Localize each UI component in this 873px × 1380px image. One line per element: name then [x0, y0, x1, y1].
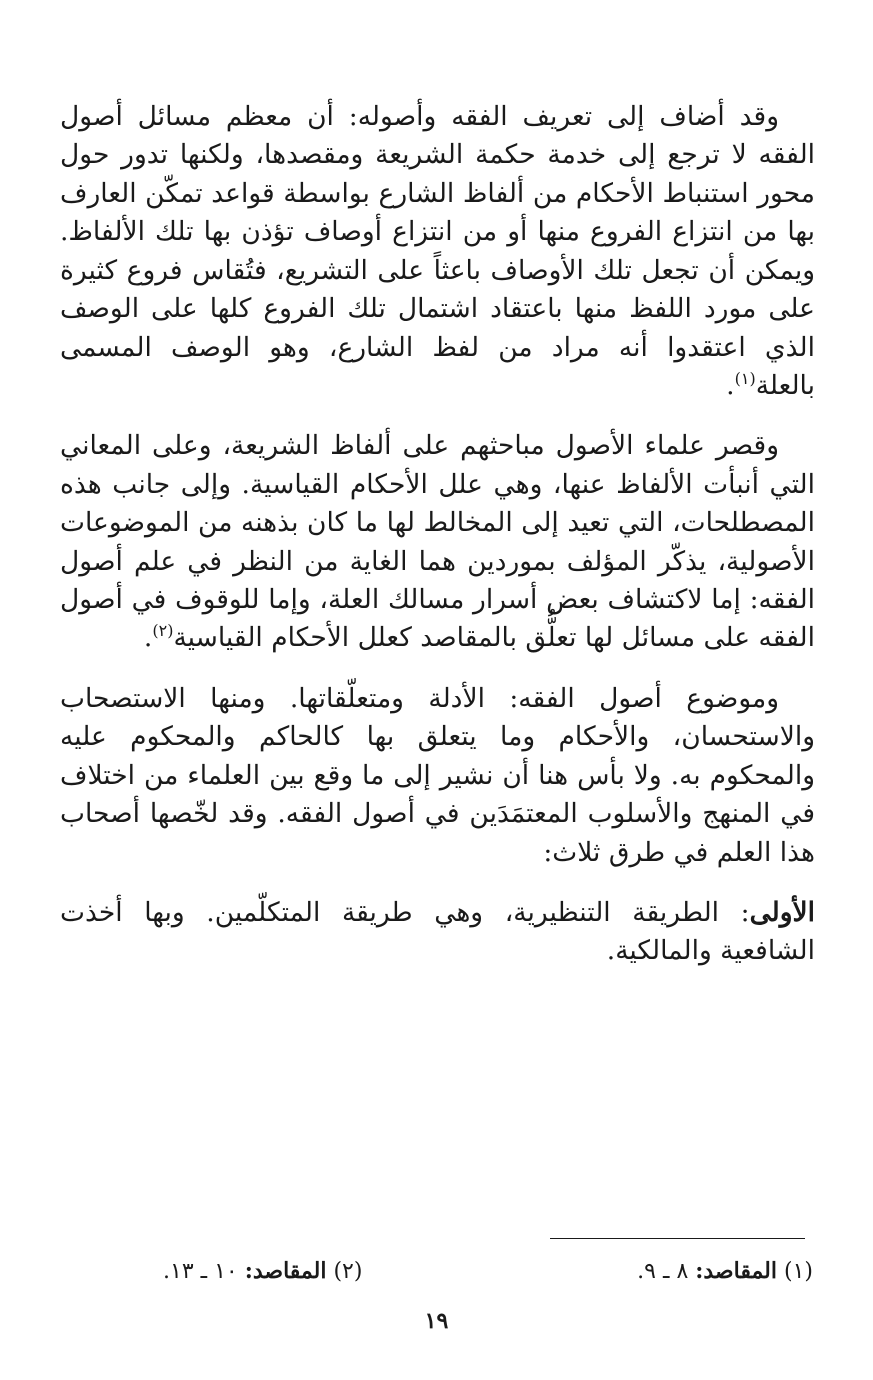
- first-method-paragraph: [60, 894, 815, 971]
- paragraph-1-text: وقد أضاف إلى تعريف الفقه وأصوله: أن معظم مسائل أصول الفقه لا ترجع إلى خدمة حكمة الشريعة ومقصدها، ولكنها تدور حول محور استنباط الأحكام من ألفاظ الشارع بواسطة قواعد تمكّن العارف بها من انتزاع الفروع منها أو من انتزاع أوصاف تؤذن بها تلك الألفاظ. ويمكن أن تجعل تلك الأوصاف باعثاً على التشريع، فتُقاس فروع كثيرة على مورد اللفظ منها باعتقاد اشتمال تلك الفروع كلها على الوصف الذي اعتقدوا أنه مراد من لفظ الشارع، وهو الوصف المسمى بالعلة: [60, 101, 815, 401]
- page-body: [60, 98, 815, 993]
- paragraph-1: [60, 98, 815, 405]
- first-method-term: الأولى: [749, 897, 815, 929]
- footnote-2-pages: ١٠ ـ ١٣.: [163, 1259, 238, 1284]
- footnote-ref-1[interactable]: (١): [734, 369, 756, 389]
- footnote-2-title: المقاصد:: [244, 1258, 327, 1284]
- first-method-text: : الطريقة التنظيرية، وهي طريقة المتكلّمين. وبها أخذت الشافعية والمالكية.: [60, 897, 815, 967]
- footnote-1-title: المقاصد:: [695, 1258, 777, 1284]
- paragraph-1-tail: .: [726, 369, 735, 401]
- paragraph-2-tail: .: [143, 622, 153, 654]
- footnote-1-number: (١): [783, 1259, 813, 1284]
- footnote-divider: [550, 1238, 805, 1239]
- footnote-2-number: (٢): [333, 1259, 363, 1284]
- footnote-2: [163, 1258, 362, 1284]
- footnote-1-pages: ٨ ـ ٩.: [637, 1259, 689, 1284]
- footnotes: [163, 1258, 813, 1284]
- footnote-1: [637, 1258, 813, 1284]
- paragraph-2-text: وقصر علماء الأصول مباحثهم على ألفاظ الشريعة، وعلى المعاني التي أنبأت الألفاظ عنها، وهي علل الأحكام القياسية. وإلى جانب هذه المصطلحات، التي تعيد إلى المخالط لها ما كان بذهنه من الموضوعات الأصولية، يذكّر المؤلف بموردين هما الغاية من النظر في علم أصول الفقه: إما لاكتشاف بعض أسرار مسالك العلة، وإما للوقوف في أصول الفقه على مسائل لها تعلُّق بالمقاصد كعلل الأحكام القياسية: [60, 430, 815, 654]
- paragraph-3-text: وموضوع أصول الفقه: الأدلة ومتعلّقاتها. ومنها الاستصحاب والاستحسان، والأحكام وما يتعلق بها كالحاكم والمحكوم عليه والمحكوم به. ولا بأس هنا أن نشير إلى ما وقع بين العلماء من اختلاف في المنهج والأسلوب المعتمَدَين في أصول الفقه. وقد لخّصها أصحاب هذا العلم في طرق ثلاث:: [60, 682, 815, 868]
- paragraph-3: [60, 680, 815, 872]
- paragraph-2: [60, 427, 815, 658]
- footnote-ref-2[interactable]: (٢): [152, 621, 174, 641]
- page-number: ١٩: [424, 1308, 449, 1334]
